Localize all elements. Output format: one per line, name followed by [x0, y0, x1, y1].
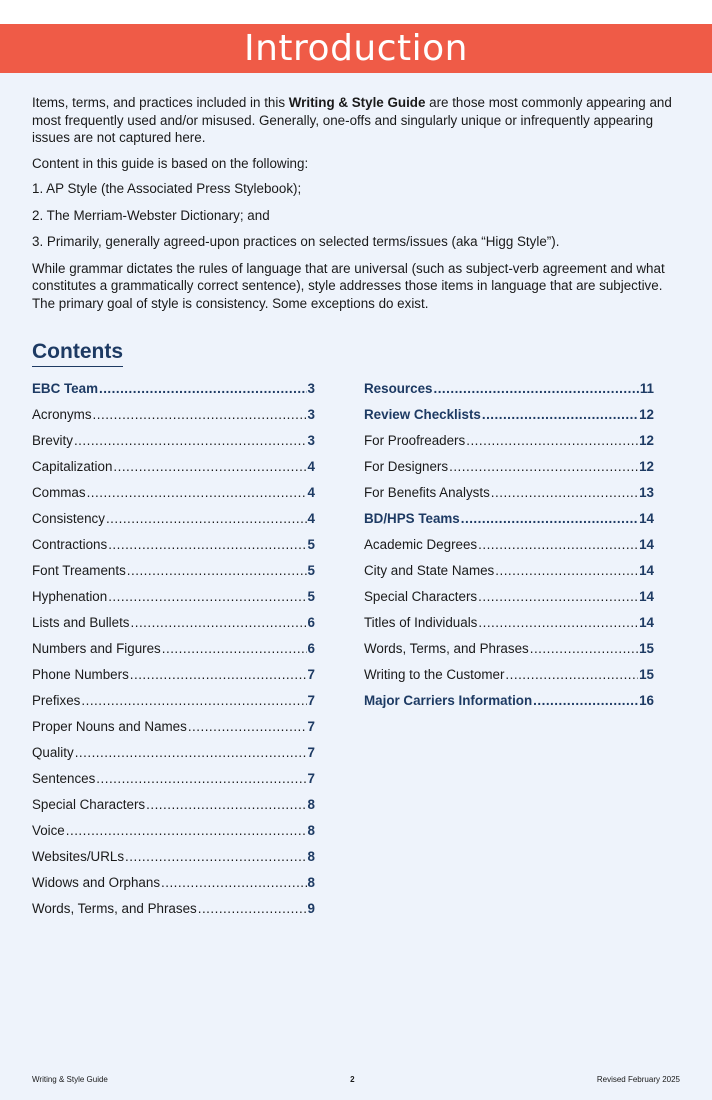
toc-entry[interactable]	[32, 770, 315, 796]
intro-section	[32, 94, 680, 320]
toc-entry-label: Prefixes	[32, 693, 81, 708]
toc-entry[interactable]	[32, 562, 315, 588]
toc-entry-label: Sentences	[32, 771, 96, 786]
toc-entry[interactable]	[32, 588, 315, 614]
toc-entry-page: 13	[639, 485, 654, 500]
toc-entry[interactable]	[32, 640, 315, 666]
toc-dot-leader	[449, 458, 638, 476]
toc-dot-leader	[466, 432, 638, 450]
toc-dot-leader	[478, 614, 638, 632]
toc-entry[interactable]	[32, 406, 315, 432]
toc-entry-page: 8	[307, 849, 315, 864]
toc-dot-leader	[495, 562, 638, 580]
source-list-item-3: 3. Primarily, generally agreed-upon practices on selected terms/issues (aka “Higg Style”).	[32, 234, 560, 249]
toc-entry-label: Titles of Individuals	[364, 615, 478, 630]
toc-entry-page: 7	[307, 693, 315, 708]
toc-entry[interactable]	[32, 718, 315, 744]
toc-entry-label: Websites/URLs	[32, 849, 125, 864]
toc-entry[interactable]	[364, 432, 654, 458]
toc-dot-leader	[478, 536, 638, 554]
toc-entry[interactable]	[32, 432, 315, 458]
toc-entry[interactable]	[364, 458, 654, 484]
toc-entry-label: Widows and Orphans	[32, 875, 161, 890]
toc-dot-leader	[482, 406, 638, 424]
toc-entry[interactable]	[364, 588, 654, 614]
toc-dot-leader	[130, 666, 307, 684]
toc-entry[interactable]	[364, 562, 654, 588]
toc-entry-label: Academic Degrees	[364, 537, 478, 552]
toc-entry-page: 5	[307, 589, 315, 604]
toc-entry-page: 8	[307, 875, 315, 890]
guide-name-bold: Writing & Style Guide	[288, 95, 426, 110]
toc-entry-page: 11	[639, 381, 654, 396]
toc-entry-label: Words, Terms, and Phrases	[32, 901, 197, 916]
toc-entry-label: Phone Numbers	[32, 667, 129, 682]
toc-dot-leader	[108, 588, 306, 606]
toc-entry-label: Acronyms	[32, 407, 92, 422]
toc-entry-page: 7	[307, 745, 315, 760]
toc-entry[interactable]	[364, 380, 654, 406]
toc-entry[interactable]	[364, 510, 654, 536]
toc-dot-leader	[75, 744, 307, 762]
title-banner	[0, 24, 712, 73]
toc-dot-leader	[127, 562, 307, 580]
toc-entry-label: Resources	[364, 381, 433, 396]
toc-dot-leader	[433, 380, 638, 398]
toc-entry-page: 5	[307, 563, 315, 578]
toc-entry-page: 14	[639, 537, 654, 552]
toc-entry-page: 14	[639, 511, 654, 526]
toc-entry-label: Brevity	[32, 433, 73, 448]
toc-dot-leader	[74, 432, 307, 450]
toc-dot-leader	[505, 666, 638, 684]
toc-entry-label: Special Characters	[364, 589, 478, 604]
toc-entry-page: 16	[639, 693, 654, 708]
toc-entry[interactable]	[364, 406, 654, 432]
intro-p1-post: are those most commonly appearing and most frequently used and/or misused. Generally, one-offs and singularly unique or infrequently appearing issues are not captured here.	[32, 95, 672, 145]
toc-entry[interactable]	[32, 536, 315, 562]
footer-guide-title: Writing & Style Guide	[32, 1075, 108, 1084]
toc-entry-label: Numbers and Figures	[32, 641, 161, 656]
toc-entry-page: 14	[639, 615, 654, 630]
toc-right-column	[364, 380, 654, 718]
toc-entry-page: 3	[307, 407, 315, 422]
toc-dot-leader	[87, 484, 307, 502]
toc-entry[interactable]	[364, 484, 654, 510]
toc-entry-label: Consistency	[32, 511, 105, 526]
toc-dot-leader	[461, 510, 638, 528]
toc-entry-label: Proper Nouns and Names	[32, 719, 187, 734]
toc-entry[interactable]	[364, 692, 654, 718]
toc-entry-label: Review Checklists	[364, 407, 481, 422]
toc-dot-leader	[108, 536, 306, 554]
toc-entry[interactable]	[364, 666, 654, 692]
toc-entry-page: 15	[639, 667, 654, 682]
toc-dot-leader	[106, 510, 307, 528]
toc-dot-leader	[146, 796, 306, 814]
toc-dot-leader	[113, 458, 306, 476]
toc-entry-page: 8	[307, 797, 315, 812]
toc-entry-page: 6	[307, 615, 315, 630]
toc-entry-page: 4	[307, 459, 315, 474]
toc-entry-page: 7	[307, 667, 315, 682]
toc-dot-leader	[188, 718, 307, 736]
footer-page-number: 2	[350, 1075, 355, 1084]
toc-entry[interactable]	[32, 614, 315, 640]
intro-paragraph-3: While grammar dictates the rules of language that are universal (such as subject-verb agreement and what constitutes a grammatically correct sentence), style addresses those items in language that are subjective. The primary goal of style is consistency. Some exceptions do exist.	[32, 260, 665, 311]
toc-entry[interactable]	[32, 380, 315, 406]
toc-dot-leader	[161, 874, 307, 892]
toc-entry-page: 15	[639, 641, 654, 656]
toc-dot-leader	[99, 380, 307, 398]
toc-entry-label: Lists and Bullets	[32, 615, 130, 630]
toc-entry[interactable]	[364, 640, 654, 666]
toc-dot-leader	[198, 900, 307, 918]
page-title: Introduction	[243, 28, 468, 69]
toc-entry-page: 4	[307, 511, 315, 526]
top-white-strip	[0, 0, 712, 24]
source-list-item-1: 1. AP Style (the Associated Press Stylebook);	[32, 181, 302, 196]
toc-entry-label: Voice	[32, 823, 65, 838]
footer-revised-date: Revised February 2025	[596, 1075, 680, 1084]
toc-entry-page: 12	[639, 433, 654, 448]
toc-entry[interactable]	[364, 536, 654, 562]
intro-p1-pre: Items, terms, and practices included in this	[32, 95, 289, 110]
toc-entry[interactable]	[32, 510, 315, 536]
toc-entry[interactable]	[32, 744, 315, 770]
toc-entry[interactable]	[32, 666, 315, 692]
toc-entry-label: Font Treaments	[32, 563, 126, 578]
toc-entry-page: 14	[639, 589, 654, 604]
intro-paragraph-1	[32, 94, 680, 147]
toc-entry[interactable]	[32, 484, 315, 510]
toc-entry-page: 9	[307, 901, 315, 916]
toc-entry-page: 8	[307, 823, 315, 838]
toc-entry[interactable]	[32, 874, 315, 900]
toc-entry-page: 7	[307, 719, 315, 734]
toc-entry-page: 4	[307, 485, 315, 500]
toc-entry[interactable]	[32, 796, 315, 822]
intro-paragraph-2: Content in this guide is based on the following:	[32, 155, 309, 171]
toc-entry-label: Major Carriers Information	[364, 693, 533, 708]
toc-dot-leader	[96, 770, 306, 788]
toc-dot-leader	[478, 588, 638, 606]
page-footer	[32, 1075, 680, 1084]
toc-entry-label: Contractions	[32, 537, 108, 552]
toc-entry-page: 12	[639, 459, 654, 474]
toc-entry-label: City and State Names	[364, 563, 495, 578]
toc-entry-label: Writing to the Customer	[364, 667, 505, 682]
toc-entry[interactable]	[32, 900, 315, 926]
toc-entry-label: EBC Team	[32, 381, 98, 396]
toc-entry-label: Hyphenation	[32, 589, 108, 604]
toc-dot-leader	[533, 692, 638, 710]
toc-entry[interactable]	[364, 614, 654, 640]
toc-entry-page: 5	[307, 537, 315, 552]
contents-heading: Contents	[32, 340, 123, 367]
toc-entry-label: For Benefits Analysts	[364, 485, 490, 500]
toc-entry-page: 6	[307, 641, 315, 656]
toc-entry-label: Quality	[32, 745, 74, 760]
toc-dot-leader	[66, 822, 307, 840]
source-list-item-2: 2. The Merriam-Webster Dictionary; and	[32, 207, 270, 223]
toc-entry[interactable]	[32, 848, 315, 874]
toc-entry-label: Words, Terms, and Phrases	[364, 641, 529, 656]
toc-entry-page: 7	[307, 771, 315, 786]
toc-entry-label: Commas	[32, 485, 86, 500]
toc-dot-leader	[162, 640, 307, 658]
toc-left-column	[32, 380, 315, 926]
toc-entry-label: Special Characters	[32, 797, 146, 812]
toc-entry-page: 14	[639, 563, 654, 578]
toc-dot-leader	[491, 484, 638, 502]
toc-dot-leader	[530, 640, 638, 658]
toc-dot-leader	[125, 848, 307, 866]
toc-entry-label: Capitalization	[32, 459, 113, 474]
toc-entry-label: For Designers	[364, 459, 449, 474]
toc-entry[interactable]	[32, 692, 315, 718]
toc-entry[interactable]	[32, 458, 315, 484]
toc-entry-page: 3	[307, 433, 315, 448]
toc-entry-page: 12	[639, 407, 654, 422]
toc-entry-page: 3	[307, 381, 315, 396]
toc-entry-label: For Proofreaders	[364, 433, 466, 448]
toc-entry-label: BD/HPS Teams	[364, 511, 460, 526]
toc-dot-leader	[81, 692, 306, 710]
toc-dot-leader	[93, 406, 307, 424]
toc-dot-leader	[131, 614, 307, 632]
toc-entry[interactable]	[32, 822, 315, 848]
